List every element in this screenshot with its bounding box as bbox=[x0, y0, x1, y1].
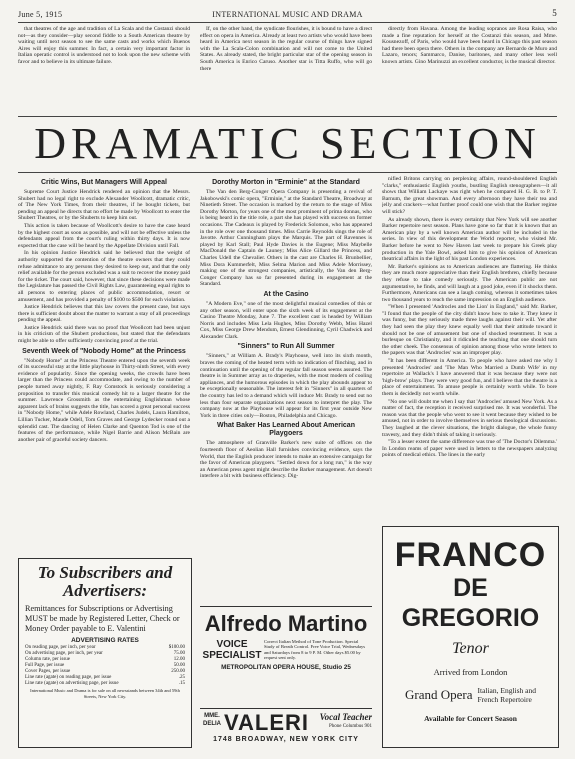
paragraph: As already shown, there is every certainty that New York will see another Barker repertoire next season. Plans have gone so far that it is known that an American play by a well known American author will be included in the series. In view of this development the World reporter, who visited Mr. Barker before he went to New Haven last week to prepare his Greek play production in the Yale Bowl, asked him to give his opinion of American theatrical affairs in the light of his past London experiences. bbox=[382, 216, 557, 263]
valeri-details: Vocal Teacher Phone Columbus 901 bbox=[319, 712, 372, 729]
paragraph: directly from Havana. Among the leading sopranos are Rosa Raisa, who made a fine reputation for herself at the Costanzi this season, and Mme. Kousnezoff, of Paris, who would have been heard in Chicago this past season had there been opera there. Others in the company are Bernardo de Muro and Lazaro, tenors; Sammarco, Danise, baritones, and many other less well known artists. Gino Marinuzzi an excellent conductor, is the musical director. bbox=[382, 26, 557, 65]
middle-column bbox=[200, 176, 372, 548]
paragraph: Supreme Court Justice Hendrick rendered an opinion that the Messrs. Shubert had no legal right to exclude Alexander Woollcott, dramatic critic, of The New York Times, from their theatres, if he bought tickets, but pending an appeal he directs that no effort be made by Woollcott to enter the Shubert Theatres, or by the Shuberts to keep him out. bbox=[18, 189, 190, 222]
article-headline: Critic Wins, But Managers Will Appeal bbox=[40, 179, 168, 186]
paragraph: The Van den Berg-Conger Opera Company is presenting a revival of Jakobowski's comic opera, "Erminie," at the Standard Theatre, Broadway at Ninetieth Street. The occasion is marked by the return to the stage of Miss Dorothy Morton, for years one of the most prominent of prima donnas, who is being heard in the title role, a part she has played with success on former occasions. The Cadeaux is played by Frederick Solomon, who has appeared in the role over one thousand times. Miss Carrie Reynolds sings the role of Javotte. Arthur Cunningham plays the Marquis. The part of Ravennes is played by Karl Stall; Paul Hyde Davies is the Eugene; Miss Maybelle MacDonald the Captain de Launey; Miss Alice Gillard the Princess, and Charles Udell the Chevalier. Others in the cast are Charles H. Brunbellier, Miss Dora Kummerfelt, Miss Selma Marion and Miss Adele Morrissey, making one of the strongest companies, artistically, the Van den Berg-Conger Company has so far presented during its engagement at the Standard. bbox=[200, 189, 372, 288]
article-headline: "Sinners" to Run All Summer bbox=[237, 343, 335, 351]
paragraph: If, on the other hand, the syndicate flourishes, it is bound to have a direct effect on opera in America. Already at least two artists who would have been heard in America next season in the regular course of things have signed with the La Scala-Colon combination and will not come to the United States. As already stated, the bright particular star of the opening season in South America is Enrico Caruso. Another star is Titta Ruffo, who will go there bbox=[200, 26, 372, 72]
notice-body: Remittances for Subscriptions or Advertising MUST be made by Registered Letter, Check or Money Order payable to E. Valentini bbox=[25, 604, 180, 633]
rates-title: ADVERTISING RATES bbox=[71, 637, 139, 644]
paragraph: Mr. Barker's opinions as to American audiences are flattering. He thinks they are much more appreciative than their English brethren, chiefly because they refuse to take comedy seriously. The American public are not argumentative, he finds, and will laugh at a good joke, even if it shocks them. Furthermore, Americans can see a laugh coming, whereas it sometimes takes two thousand years to reach the same impression on an English audience. bbox=[382, 263, 557, 303]
de-gregorio-last-name: DE GREGORIO bbox=[401, 574, 540, 632]
issue-date: June 5, 1915 bbox=[18, 10, 63, 19]
rate-row: Cover Pages, per issue 250.00 bbox=[25, 669, 185, 674]
valeri-name: VALERI bbox=[224, 710, 310, 735]
rate-row: On reading page, per inch, per year $100.00 bbox=[25, 645, 185, 650]
top-column-3 bbox=[382, 26, 557, 114]
paragraph: In his opinion Justice Hendrick said he believed that the weight of authority supported the contention of the theatre owners that they could refuse admittance to any persons they desired to keep out, and that the only relief available for the person excluded was a suit to recover the money paid for the ticket. The court said, however, that since these decisions were made the Legislature has passed the Civil Rights Law, guaranteeing equal rights to all persons to entering places of public accommodation, resort or amusement, and has provided a penalty of $100 to $500 for each violation. bbox=[18, 250, 190, 303]
notice-title: To Subscribers and Advertisers: bbox=[37, 563, 173, 600]
subscribers-notice bbox=[18, 558, 192, 748]
paragraph: This action is taken because of Woollcott's desire to have the case heard by the highest court as soon as possible, and will not be effective unless the defendants appeal from the court's ruling within thirty days. It is now expected that the case will be heard by the Appellate Division until Fall. bbox=[18, 222, 190, 249]
rate-row: Column rate, per issue 12.00 bbox=[25, 657, 185, 662]
martino-ad bbox=[200, 606, 372, 703]
masthead-rule-top bbox=[18, 116, 557, 117]
arrival-note: Arrived from London bbox=[433, 667, 508, 677]
top-column-1 bbox=[18, 26, 190, 114]
de-gregorio-first-name: FRANCO bbox=[394, 536, 547, 574]
de-gregorio-ad bbox=[382, 526, 559, 748]
section-masthead: DRAMATIC SECTION bbox=[34, 119, 541, 168]
right-column bbox=[382, 176, 557, 520]
martino-name: Alfredo Martino bbox=[204, 611, 368, 636]
repertoire-line: Grand Opera Italian, English and French Repertoire bbox=[404, 686, 537, 704]
header-rule bbox=[18, 22, 557, 23]
rate-row: Line rate (agate) on advertising page, per issue .15 bbox=[25, 681, 185, 686]
voice-type: Tenor bbox=[452, 640, 489, 657]
sale-note: International Music and Drama is for sale on all newsstands between 34th and 59th Streets, New York City. bbox=[30, 688, 180, 699]
paragraph: "It has been different in America. To people who have asked me why I presented 'Androcles' and 'The Man Who Married a Dumb Wife' in my repertoire at Wallack's I have answered that it was because they were not 'high-brow' plays. They were very good fun, and I believe that the theatre is a place of entertainment. To amuse people is certainly worth while. To bore them is decidedly not worth while. bbox=[382, 358, 557, 397]
left-column bbox=[18, 176, 190, 554]
valeri-address: 1748 BROADWAY, NEW YORK CITY bbox=[213, 736, 359, 743]
martino-title: VOICE SPECIALIST bbox=[202, 639, 262, 661]
valeri-prefix: MME. DELIA bbox=[203, 713, 221, 727]
paragraph: "A Modern Eve," one of the most delightful musical comedies of this or any other season, will enter upon the sixth week of its engagement at the Casino Theatre Monday, June 7. The excellent cast is headed by William Norris and includes Miss Lela Hughes, Miss Dorothy Webb, Miss Hazel Cox, Miss George Drew Mendum, Ernest Glendinning, Cyril Chadwick and Alexander Clark. bbox=[200, 300, 372, 340]
martino-description: Correct Italian Method of Tone Production. Special Study of Breath Control. Free Voice Trial, Wednesdays and Saturdays from 8 to 9 P. M. Other days $5.00 by request sent only. bbox=[264, 639, 366, 661]
paragraph: Justice Hendrick said there was no proof that Woollcott had been unjust in his criticism of the Shubert productions, but stated that the defendants might be able to offer sufficiently convincing proof at the trial. bbox=[18, 324, 190, 345]
paragraph: The atmosphere of Granville Barker's new suite of offices on the fourteenth floor of Aeolian Hall furnishes convincing evidence, says the World, that the English producer intends to make an extensive campaign for the favor of American playgoers. "Settled down for a long run," is the way an American press agent might describe the Barker management. Art doesn't interfere a bit with business efficiency. Dig- bbox=[200, 440, 372, 480]
article-headline: Seventh Week of "Nobody Home" at the Princess bbox=[22, 347, 186, 355]
top-column-2 bbox=[200, 26, 372, 114]
rate-row: On advertising page, per inch, per year 75.00 bbox=[25, 651, 185, 656]
paragraph: that theatres of the age and tradition of La Scala and the Costanzi should not—as they consider—play second fiddle to a South American theatre by waiting until next season to see the same casts and works which Buenos Aires will enjoy this summer. In fact, a certain very important factor in Italian operatic control is understood not to look upon the new scheme with favor and to believe in its ultimate failure. bbox=[18, 26, 190, 65]
rate-row: Line rate (agate) on reading page, per issue .25 bbox=[25, 675, 185, 680]
paragraph: "To a lesser extent the same difference was true of 'The Doctor's Dilemma.' In London reams of paper were used in letters to the newspapers analyzing points of medical ethics. The lines in the early bbox=[382, 439, 557, 459]
paragraph: nified Britons carrying on perplexing affairs, round-shouldered English "clarks," enthusiastic English youths, bustling English stenographers—it all shows that William Lackaye was right when he compared H. G. B. to P. T. Barnum, the great showman. And every afternoon they have their tea and jelly and crackers—what further proof could one wish that the Barker regime will stick? bbox=[382, 176, 557, 215]
publication-title: INTERNATIONAL MUSIC AND DRAMA bbox=[212, 10, 363, 19]
rate-row: Full Page, per issue 50.00 bbox=[25, 663, 185, 668]
paragraph: "When I presented 'Androcles and the Lion' in England," said Mr. Barker, "I found that the people of the city didn't know how to take it. They knew it was funny, but they seriously made three laughs against their will. Yet after they had seen the play they knew equally well that their attitude toward it should not be one of amusement but one of shocked resentment. It was a burlesque on Christianity, and it ridiculed the teaching that one should turn the other cheek. The consensus of opinion among those who wrote letters to the papers was that 'Androcles' was an improper play. bbox=[382, 304, 557, 357]
article-headline: Dorothy Morton in "Erminie" at the Standard bbox=[212, 179, 360, 186]
page-number: 5 bbox=[552, 8, 557, 18]
page-header bbox=[18, 6, 557, 22]
paragraph: "No one will doubt me when I say that 'Androcles' amused New York. As a matter of fact, the reception it received surprised me. It was wonderful. The reason was that the people who went to see it went because they wished to be amused, not in order to involve themselves in serious theological discussions. They laughed at the clever situations, the bright dialogue, the whole funny travesty, and they didn't think of taking it seriously. bbox=[382, 398, 557, 438]
article-headline: What Baker Has Learned About American Playgoers bbox=[217, 422, 355, 438]
martino-address: METROPOLITAN OPERA HOUSE, Studio 25 bbox=[221, 664, 351, 671]
paragraph: Justice Hendrick believes that this law covers the present case, but says there is sufficient doubt about the matter to warrant a stay of all proceedings pending the appeal. bbox=[18, 304, 190, 324]
paragraph: "Sinners," at William A. Brady's Playhouse, well into its sixth month, braves the coming of the heated term with no indication of flinching, and in continuation until the opening of the regular fall season seems assured. The theatre is in Summer array as to draperies, with the most modern of cooling appliances, and the humorous episodes in which the play abounds appear to be exceptionally seasonable. The interest felt in "Sinners" in all quarters of the country has led to a demand which will induce Mr. Brady to send out no less than four separate organizations next season to interpret the play. The company now at the Playhouse will appear for its first year outside New York in three cities only—Boston, Philadelphia and Chicago. bbox=[200, 353, 372, 419]
valeri-ad bbox=[200, 708, 372, 751]
article-headline: At the Casino bbox=[263, 290, 309, 298]
masthead-rule-bottom bbox=[18, 172, 557, 173]
availability-note: Available for Concert Season bbox=[424, 714, 517, 723]
paragraph: "Nobody Home" at the Princess Theatre entered upon the seventh week of its successful stay at the little playhouse in Thirty-ninth Street, with every evidence of popularity. Since the opening weeks, the crowds have been larger than the Princess could accommodate, and owing to the number of people turned away nightly, F. Ray Comstock is seriously considering a proposition to transfer this musical comedy hit to a larger theatre for the summer. Lawrence Grossmith as the entertaining Englishman whose apparent lack of brains suggests the title, has scored a great personal success in "Nobody Home," while Adele Rowland, Charles Judels, Laura Hamilton, Lillian Tucker, Maude Odell, Tom Graves and George Lydecker round out a splendid cast. The dancing of Helen Clarke and Quenton Tod is one of the features of the performance, while Nigel Barrie and Alison McBain are another pair of graceful society dancers. bbox=[18, 357, 190, 443]
